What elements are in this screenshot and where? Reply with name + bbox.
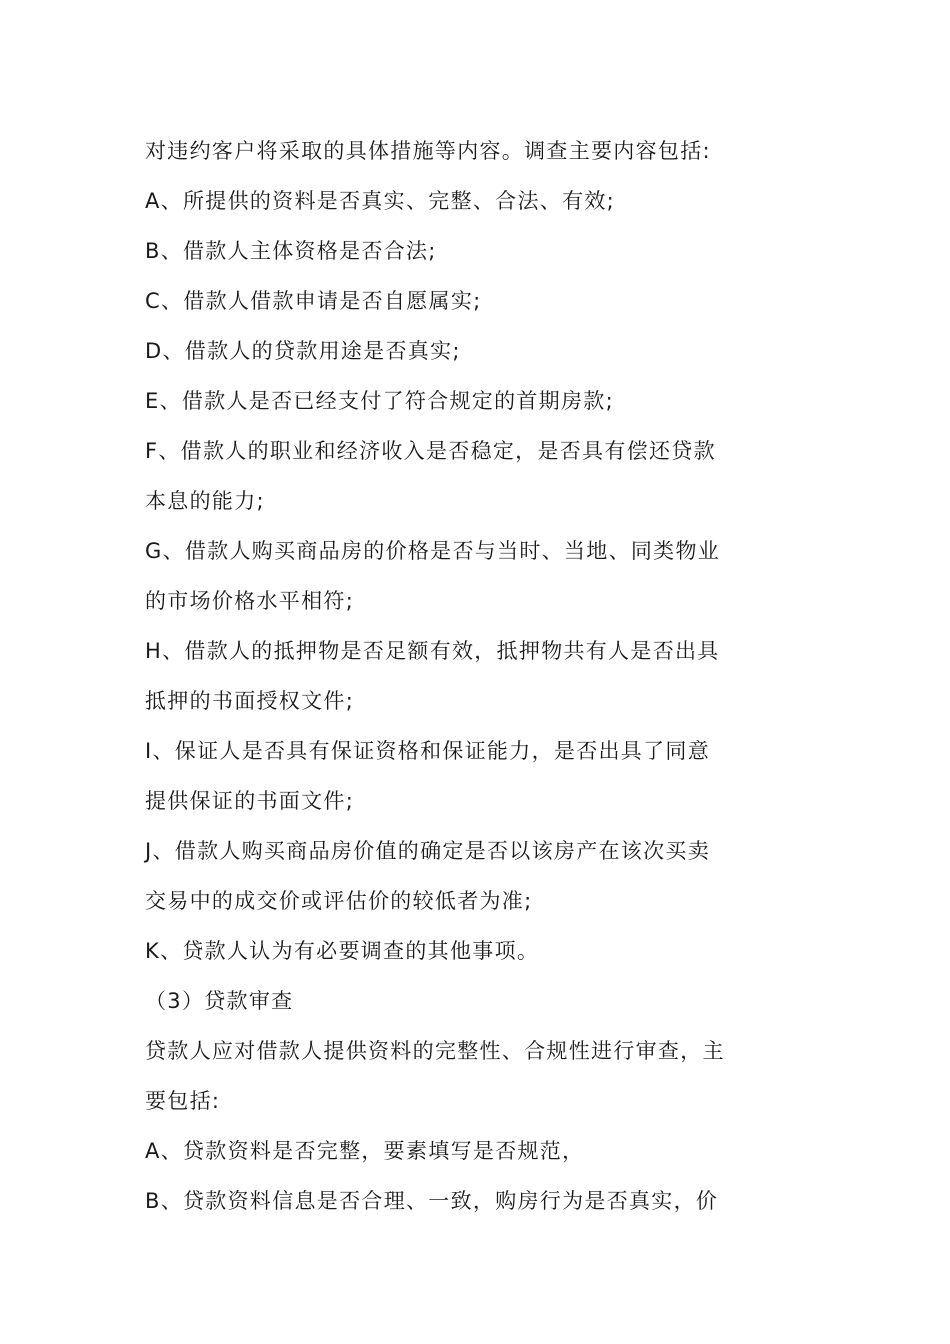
- review-item-b: B、贷款资料信息是否合理、一致，购房行为是否真实，价: [145, 1189, 719, 1213]
- list-item-i: I、保证人是否具有保证资格和保证能力，是否出具了同意: [145, 739, 710, 763]
- list-item-g: G、借款人购买商品房的价格是否与当时、当地、同类物业: [145, 539, 721, 563]
- list-item-i-continued: 提供保证的书面文件;: [145, 789, 355, 813]
- paragraph-review: 贷款人应对借款人提供资料的完整性、合规性进行审查，主: [145, 1039, 725, 1063]
- list-item-a: A、所提供的资料是否真实、完整、合法、有效;: [145, 189, 616, 213]
- list-item-k: K、贷款人认为有必要调查的其他事项。: [145, 939, 540, 963]
- list-item-f-continued: 本息的能力;: [145, 489, 265, 513]
- section-heading: （3）贷款审查: [145, 989, 294, 1013]
- list-item-d: D、借款人的贷款用途是否真实;: [145, 339, 461, 363]
- list-item-h: H、借款人的抵押物是否足额有效，抵押物共有人是否出具: [145, 639, 720, 663]
- list-item-g-continued: 的市场价格水平相符;: [145, 589, 355, 613]
- list-item-j: J、借款人购买商品房价值的确定是否以该房产在该次买卖: [145, 839, 710, 863]
- document-body: [145, 126, 785, 1226]
- review-item-a: A、贷款资料是否完整，要素填写是否规范，: [145, 1139, 585, 1163]
- list-item-f: F、借款人的职业和经济收入是否稳定，是否具有偿还贷款: [145, 439, 716, 463]
- list-item-b: B、借款人主体资格是否合法;: [145, 239, 437, 263]
- list-item-h-continued: 抵押的书面授权文件;: [145, 689, 355, 713]
- paragraph-review-continued: 要包括:: [145, 1089, 221, 1113]
- list-item-e: E、借款人是否已经支付了符合规定的首期房款;: [145, 389, 614, 413]
- list-item-j-continued: 交易中的成交价或评估价的较低者为准;: [145, 889, 533, 913]
- text-line-intro: 对违约客户将采取的具体措施等内容。调查主要内容包括:: [145, 139, 711, 163]
- list-item-c: C、借款人借款申请是否自愿属实;: [145, 289, 482, 313]
